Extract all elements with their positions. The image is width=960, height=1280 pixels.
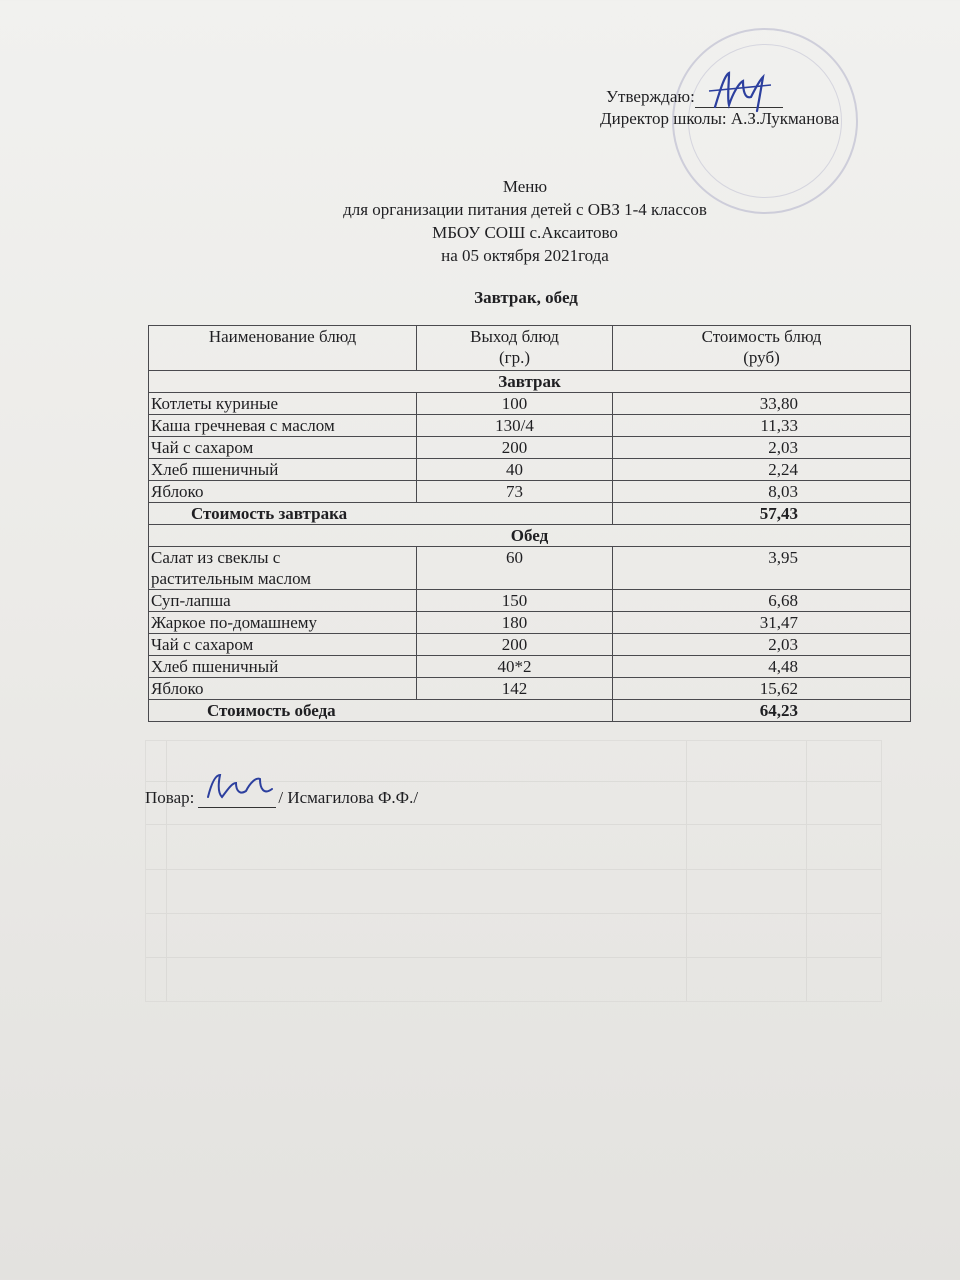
approval-label: Утверждаю:	[606, 87, 695, 106]
cook-name: / Исмагилова Ф.Ф./	[278, 788, 419, 807]
menu-date: на 05 октября 2021года	[441, 246, 609, 265]
director-position: Директор школы: А.З.Лукманова	[600, 109, 840, 128]
table-row: Яблоко 73 8,03	[149, 481, 911, 503]
approval-block	[600, 86, 840, 130]
table-row: Хлеб пшеничный 40*2 4,48	[149, 656, 911, 678]
menu-purpose: для организации питания детей с ОВЗ 1-4 классов	[343, 200, 707, 219]
col-header-name: Наименование блюд	[149, 326, 417, 371]
table-row: Чай с сахаром 200 2,03	[149, 437, 911, 459]
menu-title-block	[0, 175, 960, 267]
school-name: МБОУ СОШ с.Аксаитово	[432, 223, 618, 242]
lunch-total-row: Стоимость обеда 64,23	[149, 700, 911, 722]
section-row-breakfast: Завтрак	[149, 371, 911, 393]
col-header-yield: Выход блюд (гр.)	[417, 326, 613, 371]
table-row: Жаркое по-домашнему 180 31,47	[149, 612, 911, 634]
table-row: Хлеб пшеничный 40 2,24	[149, 459, 911, 481]
table-row: Чай с сахаром 200 2,03	[149, 634, 911, 656]
meals-title: Завтрак, обед	[474, 288, 578, 307]
cook-block	[145, 788, 418, 808]
director-signature	[695, 89, 783, 108]
col-header-cost: Стоимость блюд (руб)	[613, 326, 911, 371]
section-row-lunch: Обед	[149, 525, 911, 547]
breakfast-total-row: Стоимость завтрака 57,43	[149, 503, 911, 525]
table-row: Каша гречневая с маслом 130/4 11,33	[149, 415, 911, 437]
table-row: Яблоко 142 15,62	[149, 678, 911, 700]
table-row: Котлеты куриные 100 33,80	[149, 393, 911, 415]
table-header-row	[149, 326, 911, 371]
menu-title: Меню	[502, 177, 548, 196]
cook-label: Повар:	[145, 788, 195, 807]
cook-signature	[198, 789, 276, 808]
table-row: Суп-лапша 150 6,68	[149, 590, 911, 612]
menu-table	[148, 325, 911, 722]
table-row: Салат из свеклы с растительным маслом 60 3,95	[149, 547, 911, 590]
